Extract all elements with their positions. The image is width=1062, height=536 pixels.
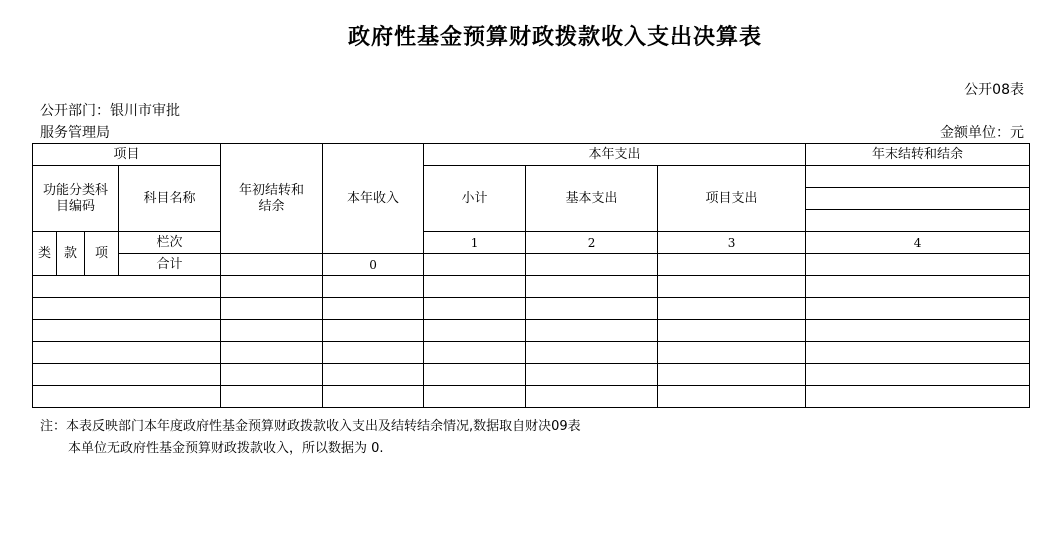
table-row <box>33 320 1030 342</box>
table-code: 公开08表 <box>964 82 1024 98</box>
kuan-header: 款 <box>57 232 85 276</box>
table-row <box>33 276 1030 298</box>
income-header: 本年收入 <box>323 144 424 254</box>
column-number: 1 <box>424 232 526 254</box>
func-class-code-header: 功能分类科目编码 <box>33 166 119 232</box>
total-row <box>33 254 1030 276</box>
department-label-line2: 服务管理局 <box>40 125 110 141</box>
report-title: 政府性基金预算财政拨款收入支出决算表 <box>347 24 762 50</box>
total-project-expense <box>658 254 806 276</box>
report-table <box>32 143 1030 408</box>
total-subtotal <box>424 254 526 276</box>
table-row <box>33 386 1030 408</box>
column-number: 3 <box>658 232 806 254</box>
xiang-header: 项 <box>85 232 119 276</box>
total-label: 合计 <box>119 254 221 276</box>
column-number: 2 <box>526 232 658 254</box>
header-row-2 <box>33 166 1030 188</box>
table-row <box>33 342 1030 364</box>
column-no-label: 栏次 <box>119 232 221 254</box>
subtotal-header: 小计 <box>424 166 526 232</box>
column-number: 4 <box>806 232 1030 254</box>
end-balance-header: 年末结转和结余 <box>806 144 1030 166</box>
amount-unit: 金额单位：元 <box>940 125 1024 141</box>
table-row <box>33 364 1030 386</box>
total-income: 0 <box>323 254 424 276</box>
department-label-line1: 公开部门：银川市审批 <box>40 103 180 119</box>
subject-name-header: 科目名称 <box>119 166 221 232</box>
note-line-1: 注：本表反映部门本年度政府性基金预算财政拨款收入支出及结转结余情况,数据取自财决09表 <box>40 419 581 434</box>
begin-balance-header: 年初结转和结余 <box>221 144 323 254</box>
total-end-balance <box>806 254 1030 276</box>
end-balance-sub-cell <box>806 166 1030 188</box>
table-row <box>33 298 1030 320</box>
header-row-1 <box>33 144 1030 166</box>
basic-expense-header: 基本支出 <box>526 166 658 232</box>
end-balance-sub-cell <box>806 210 1030 232</box>
column-number-row <box>33 232 1030 254</box>
item-header: 项目 <box>33 144 221 166</box>
end-balance-sub-cell <box>806 188 1030 210</box>
expense-header: 本年支出 <box>424 144 806 166</box>
note-line-2: 本单位无政府性基金预算财政拨款收入，所以数据为 0. <box>68 441 384 456</box>
lei-header: 类 <box>33 232 57 276</box>
total-basic-expense <box>526 254 658 276</box>
project-expense-header: 项目支出 <box>658 166 806 232</box>
total-begin-balance <box>221 254 323 276</box>
